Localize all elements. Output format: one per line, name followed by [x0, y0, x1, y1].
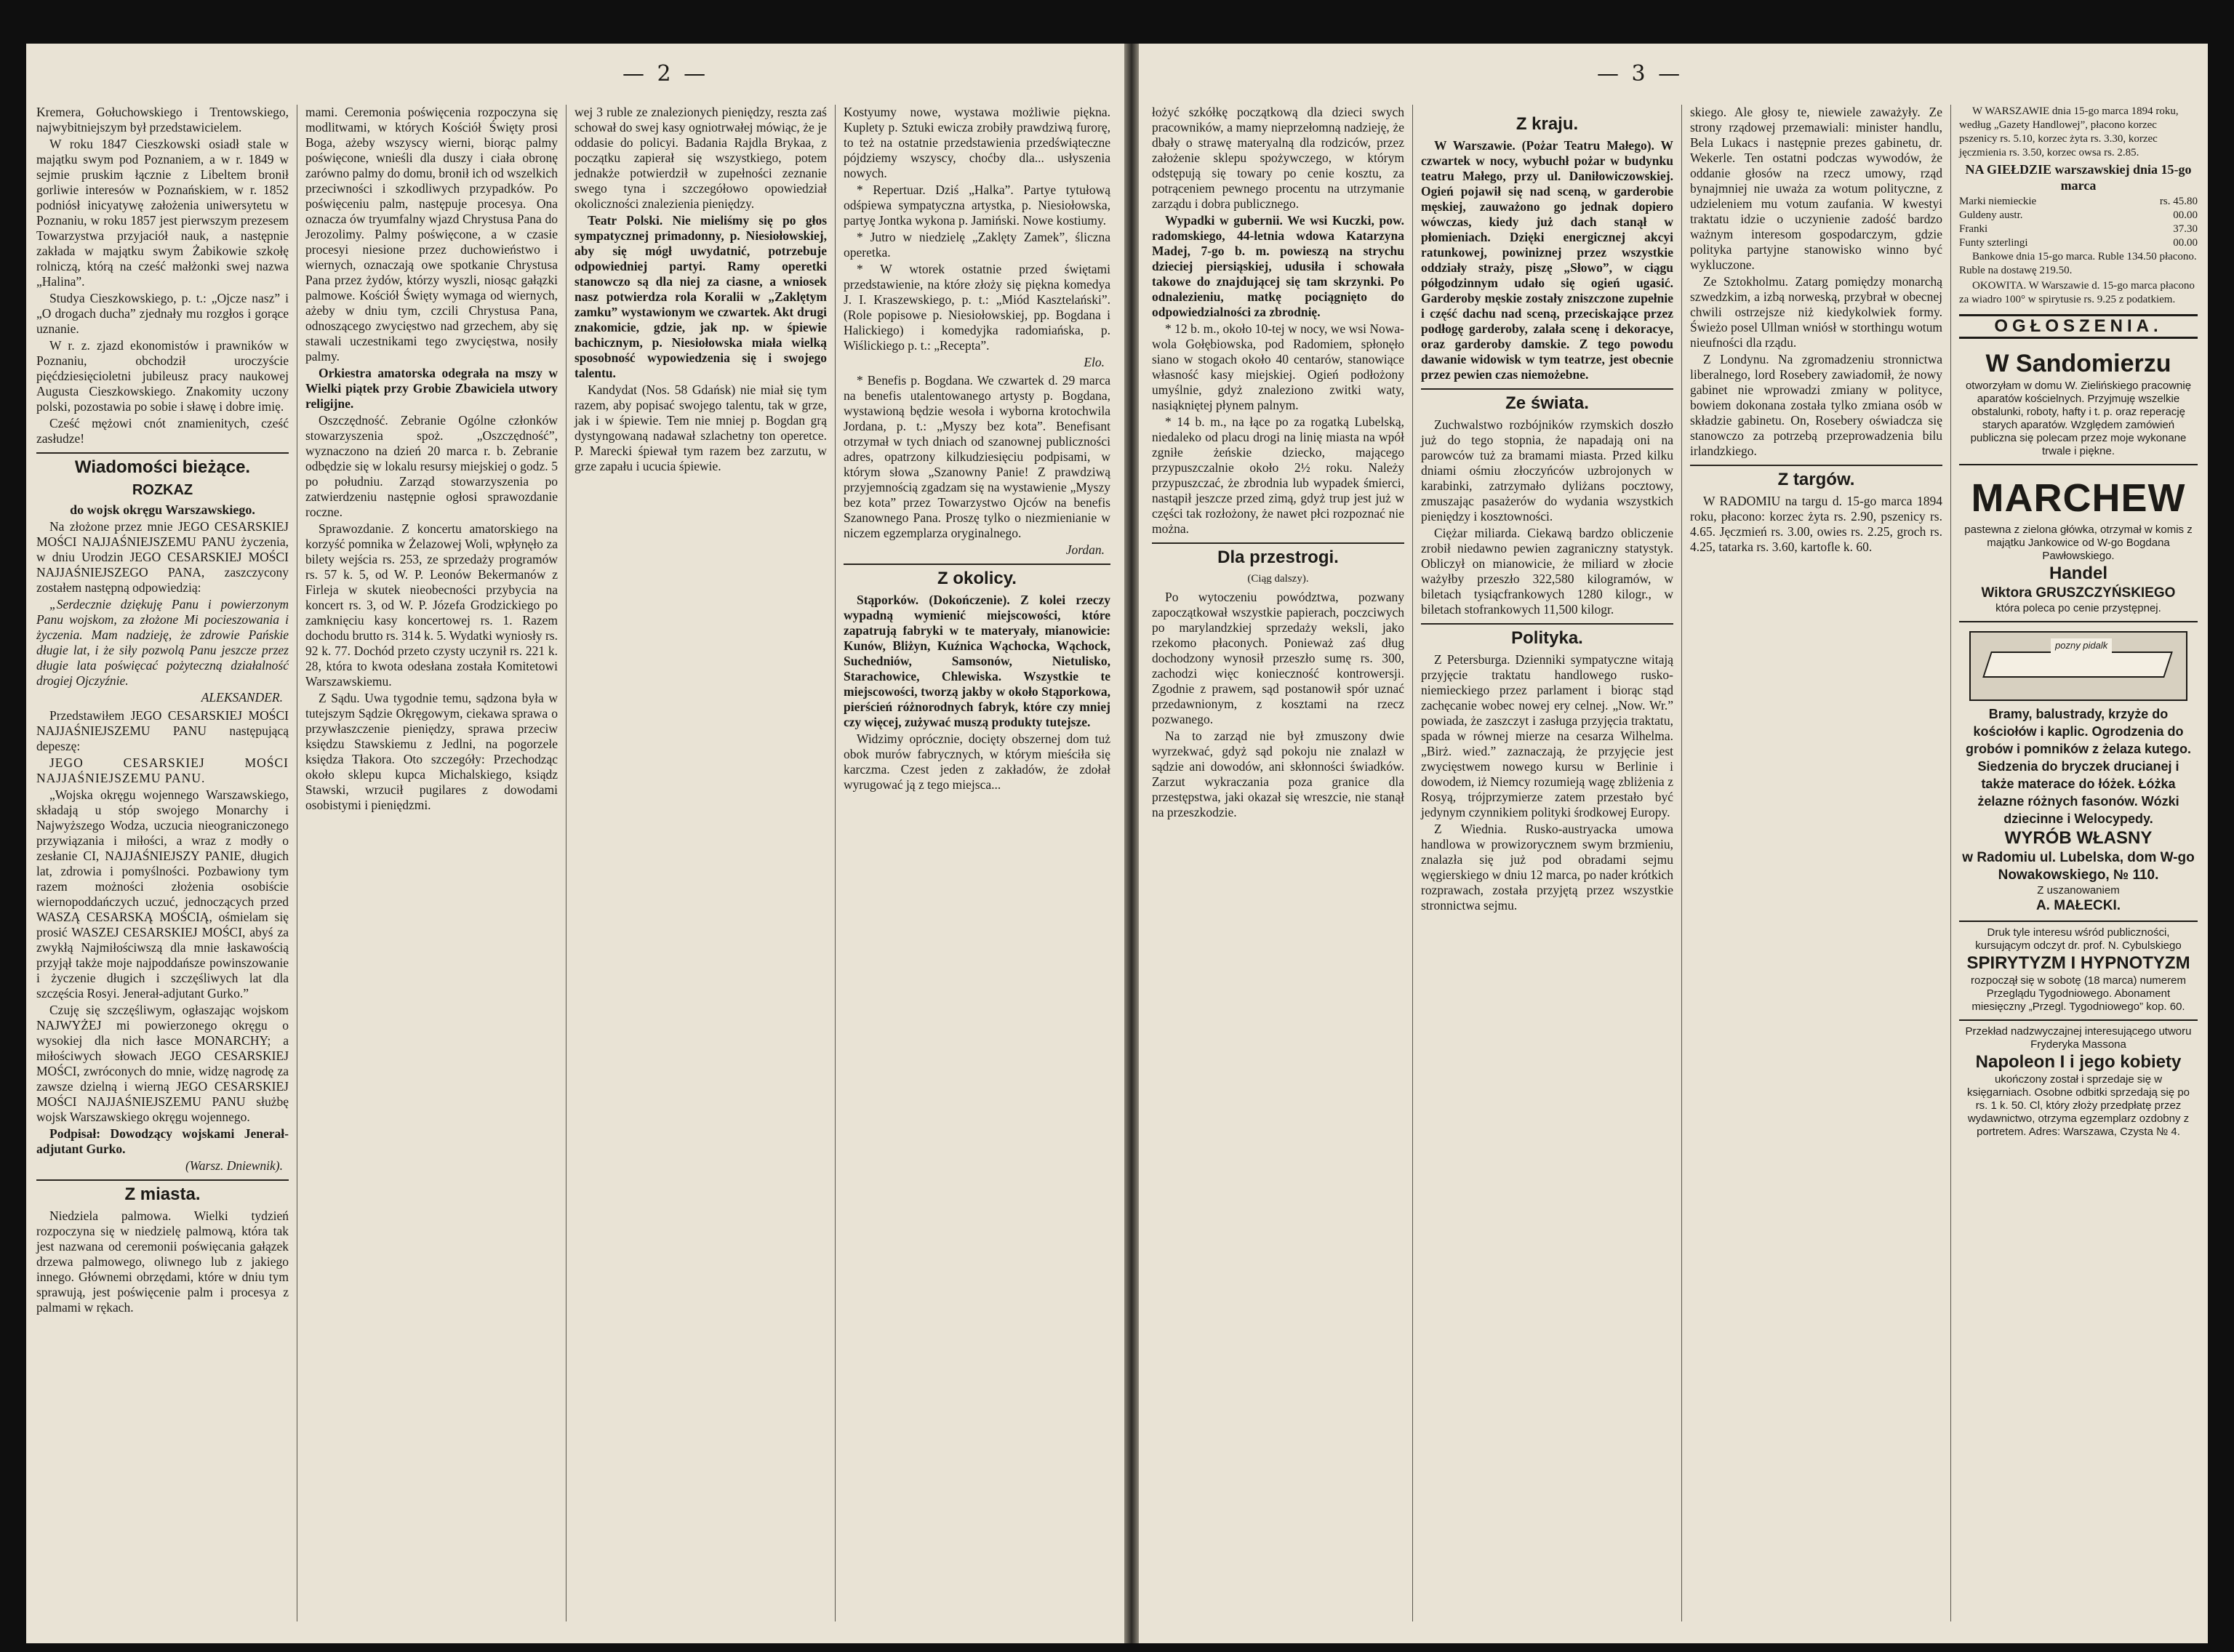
paragraph: Po wytoczeniu powództwa, pozwany zapoczątkował wszystkie papierach, poczciwych po marylandzkiej sprzedaży weksli, jako rzekomo płaconych. Ponieważ zaś dług dochodzony wynosił przeszło sumę rs. 300, zachodzi więc konieczność kontrowersji. Zgodnie z prawem, sąd postanowił spór uznać przedawnionym, z kosztami na rzecz pozwanego. — [1152, 590, 1404, 726]
column-left-1 — [33, 105, 292, 1621]
paragraph: JEGO CESARSKIEJ MOŚCI NAJJAŚNIEJSZEMU PANU. — [36, 755, 289, 785]
market-paragraph: Bankowe dnia 15-go marca. Ruble 134.50 płacono. Ruble na dostawę 219.50. — [1959, 251, 2197, 276]
exchange-name: Guldeny austr. — [1959, 209, 2023, 221]
quote: „Serdecznie dziękuję Panu i powierzonym Panu wojskom, za złożone Mi pocieszowania i życzenia. Mam nadzieję, że zdrowie Pańskie długie lat, i że siły pozwolą Panu jeszcze przez długie lata poświęcać pożyteczną działalność drogiej Ojczyźnie. — [36, 597, 289, 688]
ad-napoleon — [1959, 1021, 2198, 1144]
paragraph: mami. Ceremonia poświęcenia rozpoczyna się modlitwami, w których Kościół Święty prosi Boga, ażeby wszyscy wierni, biorąc palmy poświęcone, wnieśli dla duszy i ciała obronę zarówno palmy do domu, bronił ich od wszelkich przeciwności i szkodliwych przypadków. Po poświęceniu palm, następuje procesya. Ona oznacza ów tryumfalny wjazd Chrystusa Pana do Jerozolimy. Palmy poświęcone, a w czasie procesyi niesione przez duchowieństwo i wiernych, oznaczają owe spotkanie Chrystusa Pana przez żydów, którzy wyszli, niosąc gałązki palmowe. Kościół Święty wymaga od wiernych, ażeby w dniu tym, czcili Chrystusa Pana, odnoszącego zwycięstwo nad grzechem, aby się stawali uczestnikami tego zwycięstwa, nosiły palmy. — [305, 105, 558, 364]
paragraph: Orkiestra amatorska odegrała na mszy w Wielki piątek przy Grobie Zbawiciela utwory religijne. — [305, 366, 558, 411]
paragraph: * 12 b. m., około 10-tej w nocy, we wsi Nowa-wola Gołębiowska, pod Radomiem, spłonęło siano w stogach około 40 centarów, stanowiące własność kasy miejskiej. Ogień podłożony umyślnie, gdyż znaleziono zwitki waty, nasiąkniętej płynem palnym. — [1152, 321, 1404, 412]
exchange-row — [1959, 209, 2198, 222]
paragraph: Czuję się szczęśliwym, ogłaszając wojskom NAJWYŻEJ mi powierzonego okręgu o wysokiej dla nich łasce MONARCHY; a miłościwych słowach JEGO CESARSKIEJ MOŚCI, zwróconych do mnie, widzę nagrodę za zawsze dzielną i wierną JEGO CESARSKIEJ MOŚCI NAJJAŚNIEJSZEMU PANU służbę wojsk Warszawskiego okręgu wojennego. — [36, 1003, 289, 1124]
signature: Elo. — [1084, 355, 1105, 369]
section-heading-region: Z okolicy. — [844, 564, 1110, 590]
paragraph: skiego. Ale głosy te, niewiele zaważyły. Ze strony rządowej przemawiali: minister handlu, Bela Lukacs i następnie prezes gabinetu, dr. Wekerle. Ten ostatni podczas wywodów, że oddanie głosów na rzecz umowy, rząd bynajmniej nie uważa za wotum polityczne, z udzieleniem mu votum zaufania. W kwestyi traktatu idzie o uczynienie zadość bardzo ważnym interesom gospodarczym, gdzie polityka partyjne stanowisko winno być wykluczone. — [1690, 105, 1942, 272]
column-left-4 — [841, 105, 1113, 1621]
exchange-table — [1959, 195, 2198, 250]
ad-spirytyzm — [1959, 922, 2198, 1021]
signature: ALEKSANDER. — [201, 690, 283, 705]
paragraph: Widzimy oprócznie, docięty obszernej dom tuż obok murów fabrycznych, w którym mieściła się karczma. Czest jeden z zakładów, że zdołał wyrugować ją z tego miejsca... — [844, 731, 1110, 792]
ad-text: pastewna z zielona główka, otrzymał w komis z majątku Jankowice od W-go Bogdana Pawłowskiego. — [1964, 524, 2193, 562]
paragraph: Wypadki w gubernii. We wsi Kuczki, pow. radomskiego, 44-letnia wdowa Katarzyna Madej, 7-go b. m. powieszą na strychu dzieciej piersiąskiej, udusiła i schowała takowe do znajdującej się tam skrzynki. Po odnalezieniu, matkę pociągnięto do odpowiedzialności za zbrodnię. — [1152, 213, 1404, 319]
paragraph: Kostyumy nowe, wystawa możliwie piękna. Kuplety p. Sztuki ewicza zrobiły prawdziwą furorę, to też na ostatnie przedstawienia przedświąteczne pójdziemy wszyscy, choćby dla... usłyszenia nowych. — [844, 105, 1110, 180]
paragraph: Ciężar miliarda. Ciekawą bardzo obliczenie zrobił niedawno pewien zagraniczny statystyk. Obliczył on mianowicie, że miliard w złocie ważyłby przeszło 322,580 kilogramów, w biletach tysiącfrankowych 1280 kilogr., w biletach stofrankowych 11,500 kilogr. — [1421, 526, 1673, 617]
ads-banner: OGŁOSZENIA. — [1959, 314, 2198, 339]
paragraph: Na złożone przez mnie JEGO CESARSKIEJ MOŚCI NAJJAŚNIEJSZEMU PANU życzenia, w dniu Urodzin JEGO CESARSKIEJ MOŚCI NAJJAŚNIEJSZEGO PANA, zaszczycony zostałem następną odpowiedzią: — [36, 519, 289, 595]
column-right-3 — [1687, 105, 1945, 1621]
bed-frame-shape — [1982, 651, 2173, 678]
ad-sandomierz — [1959, 343, 2198, 465]
market-paragraph: W WARSZAWIE dnia 15-go marca 1894 roku, według „Gazety Handlowej”, płacono korzec pszenicy rs. 5.10, korzec żyta rs. 3.30, korzec jęczmienia rs. 3.50, korzec owsa rs. 2.85. — [1959, 105, 2179, 159]
paragraph: Ze Sztokholmu. Zatarg pomiędzy monarchą szwedzkim, a izbą norweską, przybrał w obecnej chwili ostrzejsze niż kiedykolwiek formy. Świeżo posel Ullman wniósł w storthingu wotum nieufności dla rządu. — [1690, 274, 1942, 350]
paragraph: „Wojska okręgu wojennego Warszawskiego, składają u stóp swojego Monarchy i Najwyższego Wodza, uczucia nieograniczonego przywiązania i miłości, a wraz z modły o zesłanie CI, NAJJAŚNIEJSZY PANIE, długich lat, zdrowia i pomyślności. Pozbawiony tym razem możności złożenia osobiście wiernopoddańczych uczuć, jednoczących przed WASZĄ CESARSKĄ MOŚCIĄ, ośmielam się prosić WASZEJ CESARSKIEJ MOŚCI, abyś za zwykłą Najmiłościwszą dla mnie łaskawością przyjął także moje najpoddańsze powinszowanie i życzenie długich i szczęśliwych lat dla szczęścia Rosyi. Jenerał-adjutant Gurko.” — [36, 787, 289, 1001]
ad-city: W Sandomierzu — [1985, 350, 2171, 377]
ad-ironwork — [1959, 622, 2198, 922]
section-heading-markets: Z targów. — [1690, 465, 1942, 491]
section-heading-politics: Polityka. — [1421, 623, 1673, 649]
section-heading-city: Z miasta. — [36, 1179, 289, 1206]
ad-title: SPIRYTYZM I HYPNOTYZM — [1966, 953, 2190, 973]
ad-text: która poleca po cenie przystępnej. — [1995, 602, 2161, 614]
paragraph: Z Sądu. Uwa tygodnie temu, sądzona była w tutejszym Sądzie Okręgowym, ciekawa sprawa o przywłaszczenie pieniędzy, sprawa przeciw księdzu Stawskiemu z Jedlni, na pogorzele księdza Tłakora. Oto szczegóły: Przechodząc około sklepu kupca Michalskiego, ksiądz Stawski, wrzucił pugilares z dowodami osobistymi i pieniędzmi. — [305, 691, 558, 812]
column-rule — [1681, 105, 1682, 1621]
section-heading-world: Ze świata. — [1421, 388, 1673, 414]
paragraph: Z Londynu. Na zgromadzeniu stronnictwa liberalnego, lord Rosebery zawiadomił, że nowy gabinet nie wprowadzi zmiany w polityce, bowiem dokonana została tylko zmiana osób w składzie gabinetu. On, Rosebery oświadcza się stanowczo za potrzebą przeprowadzenia bilu irlandzkiego. — [1690, 352, 1942, 458]
ad-owner: A. MAŁECKI. — [2035, 898, 2121, 913]
column-right-1 — [1149, 105, 1407, 1621]
illustration-label: pozny pidalk — [2051, 638, 2112, 653]
column-rule — [1412, 105, 1413, 1621]
heading-rozkaz: ROZKAZ — [132, 482, 193, 498]
paragraph: Cześć mężowi cnót znamienitych, cześć zasłudze! — [36, 416, 289, 446]
exchange-name: Franki — [1959, 223, 1988, 235]
continued-note: (Ciąg dalszy). — [1247, 573, 1309, 585]
subheading-rozkaz: do wojsk okręgu Warszawskiego. — [70, 502, 255, 517]
paragraph: W r. z. zjazd ekonomistów i prawników w Poznaniu, obchodził uroczyście pięćdziesięcioletni jubileusz pracy naukowej Augusta Cieszkowskiego. Znakomity uczony polski, pozostawia po sobie i sławę i dobre imię. — [36, 338, 289, 414]
column-rule — [1950, 105, 1951, 1621]
section-heading-country: Z kraju. — [1516, 114, 1579, 134]
paragraph: * Benefis p. Bogdana. We czwartek d. 29 marca na benefis utalentowanego artysty p. Bogdana, wystawioną będzie wesoła i wyborna krotochwila Jordana, p. t.: „Myszy bez kota”. Benefisant otrzymał w tych dniach od szanownej publiczności adres, opatrzony kilkudziesięciu podpisami, w którym słowa „Szanowny Panie! Z prawdziwą przyjemnością zgadzam się na wystawienie „Myszy bez kota” przez Towarzystwo Ojców na benefis Szanownego Pana. Proszę tylko o niezmienianie w niczem egzemplarza oryginalnego. — [844, 373, 1110, 540]
ad-marchew — [1959, 465, 2198, 622]
signature: Jordan. — [1065, 542, 1105, 557]
paragraph: Kandydat (Nos. 58 Gdańsk) nie miał się tym razem, aby popisać swojego talentu, tak w grze, jak i w śpiewie. Tem nie mniej p. Bogdan grą dystyngowaną nadawał szlachetny ton operetce. P. Marecki śpiewał tym razem bez zarzutu, w grze zapału i ucucia śpiewie. — [574, 382, 827, 473]
paragraph: Kremera, Gołuchowskiego i Trentowskiego, najwybitniejszym był przedstawicielem. — [36, 105, 289, 135]
ad-address: w Radomiu ul. Lubelska, dom W-go Nowakowskiego, № 110. — [1962, 850, 2195, 883]
page-right — [1139, 44, 2208, 1643]
ad-product: MARCHEW — [1971, 476, 2186, 520]
ad-title: Napoleon I i jego kobiety — [1975, 1052, 2182, 1072]
paragraph: W RADOMIU na targu d. 15-go marca 1894 roku, płacono: korzec żyta rs. 2.90, pszenicy rs. 4.65. Jęczmień rs. 3.00, owies rs. 2.25, groch rs. 4.25, tatarka rs. 3.60, kartofle k. 60. — [1690, 494, 1942, 554]
ad-text: Przekład nadzwyczajnej interesującego utworu Fryderyka Massona — [1965, 1025, 2192, 1051]
paragraph: Teatr Polski. Nie mieliśmy się po głos sympatycznej primadonny, p. Niesiołowskiej, aby się mógł uwydatnić, potrzebuje odpowiedniej partyi. Ramy operetki stanowczo są dla niej za ciasne, a wniosek nasz potwierdza rola Koralii w „Zaklętym zamku” wystawionym we czwartek. Akt drugi znakomicie, gdzie, jak np. w śpiewie bachicznym, p. Niesiołowska miała wielką sposobność wypowiedzenia się i swojego talentu. — [574, 213, 827, 380]
paragraph: * 14 b. m., na łące po za rogatką Lubelską, niedaleko od placu drogi na linię miasta na wpół zgniłe żeńskie dziecko, mającego przypuszczalnie około 2½ roku. Należy przypuszczać, że zbrodnia lub wypadek śmierci, nastąpił jeszcze przed zimą, gdyż trup jest już w części tak rozłożony, że nawet płci rozpoznać nie można. — [1152, 414, 1404, 536]
ad-text: Bramy, balustrady, krzyże do kościołów i kaplic. Ogrodzenia do grobów i pomników z żelaza kutego. Siedzenia do bryczek drucianej i także materace do łóżek. Łóżka żelazne różnych fasonów. Wózki dziecinne i Welocypedy. — [1965, 707, 2192, 826]
paragraph: W Warszawie. (Pożar Teatru Małego). W czwartek w nocy, wybuchł pożar w budynku teatru Małego, przy ul. Daniłowiczowskiej. Ogień pojawił się nad sceną, w garderobie męskiej, zauważono go jednak dopiero wówczas, kiedy już dach stanął w płomieniach. Dzięki energicznej akcyi ratunkowej, powiniznej przez wszystkie oddziały straży, piszę „Słowo”, w ciągu półgodzinnym udało się ogień ugasić. Garderoby męskie zostały zniszczone zupełnie i część dachu nad sceną, przeciskające przez podłogę garderoby, zalała scenę i dekoracye, oraz garderoby damskie. Z tego powodu dawanie widowisk w tym teatrze, jest obecnie przez pewien czas niemożebne. — [1421, 138, 1673, 382]
column-left-3 — [572, 105, 830, 1621]
paragraph: Niedziela palmowa. Wielki tydzień rozpoczyna się w niedzielę palmową, która tak jest nazwana od ceremonii poświęcania gałązek drzewa palmowego, oliwnego lub z jakiego innego. Głównemi obrzędami, które w dniu tym sprawują, jest poświęcenie palm i procesya z palmami w rękach. — [36, 1208, 289, 1315]
paragraph: * Jutro w niedzielę „Zaklęty Zamek”, śliczna operetka. — [844, 230, 1110, 260]
exchange-value: rs. 45.80 — [2159, 196, 2198, 207]
ad-text: Druk tyle interesu wśród publiczności, kursującym odczyt dr. prof. N. Cybulskiego — [1975, 926, 2182, 952]
exchange-name: Funty szterlingi — [1959, 237, 2028, 249]
paragraph: Z Petersburga. Dzienniki sympatyczne witają przyjęcie traktatu handlowego rusko-niemieckiego przez parlament i biorąc stąd zachęcanie wobec nowej ery celnej. „Now. Wr.” powiada, że zaszczyt i zasługa przyjęcia traktatu, spada w równej mierze na cesarza Wilhelma. „Birż. wied.” zaznaczają, że przyjęcie jest zwycięstwem nowego kursu w Berlinie i dowodem, iż Niemcy rozumieją wagę zbliżenia z Rosyą, trójprzymierze zatem przestało być jedynym czynnikiem polityki środkowej Europy. — [1421, 652, 1673, 819]
exchange-row — [1959, 222, 2198, 236]
exchange-value: 00.00 — [2173, 209, 2198, 221]
market-paragraph: OKOWITA. W Warszawie d. 15-go marca płacono za wiadro 100° w spirytusie rs. 9.25 z podatkiem. — [1959, 280, 2195, 305]
paragraph: * W wtorek ostatnie przed świętami przedstawienie, na które złoży się piękna komedya J. I. Kraszewskiego, p. t.: „Miód Kasztelański”. (Role popisowe p. Niesiołowskiej, pp. Bogdana i Halickiego) i komedyjka radomiańska, p. Wiślickiego p. t.: „Recepta”. — [844, 262, 1110, 353]
section-heading-news: Wiadomości bieżące. — [36, 452, 289, 478]
exchange-row — [1959, 195, 2198, 209]
column-left-2 — [303, 105, 561, 1621]
exchange-row — [1959, 236, 2198, 250]
ad-text: rozpoczął się w sobotę (18 marca) numerem Przeglądu Tygodniowego. Abonament miesięczny „Przegl. Tygodniowego” kop. 60. — [1971, 974, 2186, 1013]
column-rule — [835, 105, 836, 1621]
paragraph: * Repertuar. Dziś „Halka”. Partye tytułową odśpiewa sympatyczna artystka, p. Niesiołowska, partyę Jontka wykona p. Jamiński. Nowe kostiumy. — [844, 183, 1110, 228]
paragraph: łożyć szkółkę początkową dla dzieci swych pracowników, a mamy nieprzełomną nadzieję, że dbały o strawę materyalną dla rodziców, przez założenie sklepu spożywczego, w którym odstępują się towary po cenie kosztu, za potrąceniem pewnego procentu na utrzymanie zarządu i dobra publicznego. — [1152, 105, 1404, 211]
section-heading-warning: Dla przestrogi. — [1152, 542, 1404, 569]
paragraph: Stąporków. (Dokończenie). Z kolei rzeczy wypadną wymienić miejscowości, które zapatrują fabryki w te materyały, mianowicie: Kunów, Bliżyn, Kuźnica Wąchocka, Wąchock, Suchedniów, Samsonów, Nietulisko, Starachowice, Chlewiska. Wszystkie te miejscowości, tworzą jakby w około Stąporkowa, pierścień różnorodnych fabryk, które czy mniej czy więcej, zużywać muszą produkty tutejsze. — [844, 593, 1110, 729]
column-classifieds — [1956, 105, 2201, 1621]
ad-firm: WYRÓB WŁASNY — [2004, 828, 2153, 848]
page-number-right: — 3 — — [1597, 61, 1683, 87]
paragraph: Przedstawiłem JEGO CESARSKIEJ MOŚCI NAJJAŚNIEJSZEMU PANU następującą depeszę: — [36, 708, 289, 753]
bed-illustration — [1969, 631, 2187, 701]
paragraph: Z Wiednia. Rusko-austryacka umowa handlowa w prowizorycznem swym brzmieniu, znalazła się już pod obradami sejmu węgierskiego w dniu 12 marca, po nader krótkich rozprawach, została przyjętą przez wszystkie stronnictwa sejmu. — [1421, 822, 1673, 913]
exchange-name: Marki niemieckie — [1959, 196, 2037, 207]
ad-text: otworzyłam w domu W. Zielińskiego pracownię aparatów kościelnych. Przyjmuję wszelkie obstalunki, roboty, hafty i t. p. oraz reperację starych aparatów. Względem zamówień publiczna się polecam przez moje wykonane trwale i piękne. — [1965, 380, 2192, 457]
paragraph: Sprawozdanie. Z koncertu amatorskiego na korzyść pomnika w Żelazowej Woli, wpłynęło za bilety wejścia rs. 253, ze sprzedaży programów rs. 57 k. 5, od W. P. Leonów Bekermanów z Firleja w skutek nieobecności przybycia na koncert rs. 3, od W. P. Józefa Grodzickiego po zamknięciu kasy koncertowej rs. 1. Razem dochodu brutto rs. 314 k. 5. Wydatki wyniosły rs. 92 k. 77. Dochód przeto czysty uczynił rs. 221 k. 28, która to kwota odesłana została Komitetowi Warszawskiemu. — [305, 521, 558, 689]
ad-owner: Wiktora GRUSZCZYŃSKIEGO — [1981, 585, 2176, 601]
market-prices — [1959, 105, 2198, 307]
page-left — [26, 44, 1124, 1643]
paragraph: Oszczędność. Zebranie Ogólne członków stowarzyszenia spoż. „Oszczędność”, wyznaczono na dzień 20 marca r. b. Zebranie odbędzie się w lokalu resursy miejskiej o godz. 5 po południu. Zarząd stowarzyszenia po zatwierdzeniu następnie ogłosi sprawozdanie roczne. — [305, 413, 558, 519]
exchange-heading: NA GIEŁDZIE warszawskiej dnia 15-go marca — [1965, 162, 2192, 193]
exchange-value: 00.00 — [2173, 237, 2198, 249]
column-right-2 — [1418, 105, 1676, 1621]
book-gutter — [1124, 44, 1139, 1643]
paragraph: wej 3 ruble ze znalezionych pieniędzy, reszta zaś schował do swej kasy ogniotrwałej mówiąc, że je oddasie do policyi. Badania Rajdla Brykaa, z początku zapierał się wszystkiego, potem jednakże potwierdził w zupełności zeznanie swego tyna i szczegółowo opowiedział okoliczności znalezienia pieniędzy. — [574, 105, 827, 211]
paragraph: Studya Cieszkowskiego, p. t.: „Ojcze nasz” i „O drogach ducha” zjednały mu rozgłos i gorące uznanie. — [36, 291, 289, 336]
paragraph: W roku 1847 Cieszkowski osiadł stale w majątku swym pod Poznaniem, a w r. 1849 w sejmie pruskim łącznie z Libeltem bronił gorliwie interesów w Poznańskiem, w r. 1852 podniósł inicyatywę założenia uniwersytetu w Poznaniu, w roku 1857 jest pierwszym prezesem Towarzystwa przyjaciół nauk, a następnie zakłada w majątku swym Żabikowie szkołę rolniczą, którą na cześć małżonki swej nazwa „Halina”. — [36, 137, 289, 289]
exchange-value: 37.30 — [2173, 223, 2198, 235]
paragraph: Na to zarząd nie był zmuszony dwie wyrzekwać, gdyż sąd pokoju nie znalazł w sądzie ani dowodów, ani skłonności świadków. Zarzut wykraczania poza granice dla przestępstwa, jaki okazał się wreszcie, nie stanął na przeszkodzie. — [1152, 729, 1404, 819]
page-number-left: — 2 — — [622, 61, 709, 87]
paragraph: Podpisał: Dowodzący wojskami Jenerał-adjutant Gurko. — [36, 1126, 289, 1156]
source-note: (Warsz. Dniewnik). — [185, 1158, 283, 1173]
ad-owner-pre: Z uszanowaniem — [2037, 884, 2120, 897]
paragraph: Zuchwalstwo rozbójników rzymskich doszło już do tego stopnia, że napadają oni na parowców tuż za bramami miasta. Przed kilku dniami ośmiu złoczyńców uzbrojonych w karabinki, zatrzymało dyliżans pocztowy, zmuszając pasażerów do wydania wszystkich pieniędzy i kosztowności. — [1421, 417, 1673, 524]
ad-firm: Handel — [2049, 564, 2107, 583]
ad-text: ukończony został i sprzedaje się w księgarniach. Osobne odbitki sprzedają się po rs. 1 k. 50. Cl, który złoży przedpłatę przez wydawnictwo, otrzyma egzemplarz ozdobny z portretem. Adres: Warszawa, Czysta № 4. — [1966, 1073, 2190, 1138]
